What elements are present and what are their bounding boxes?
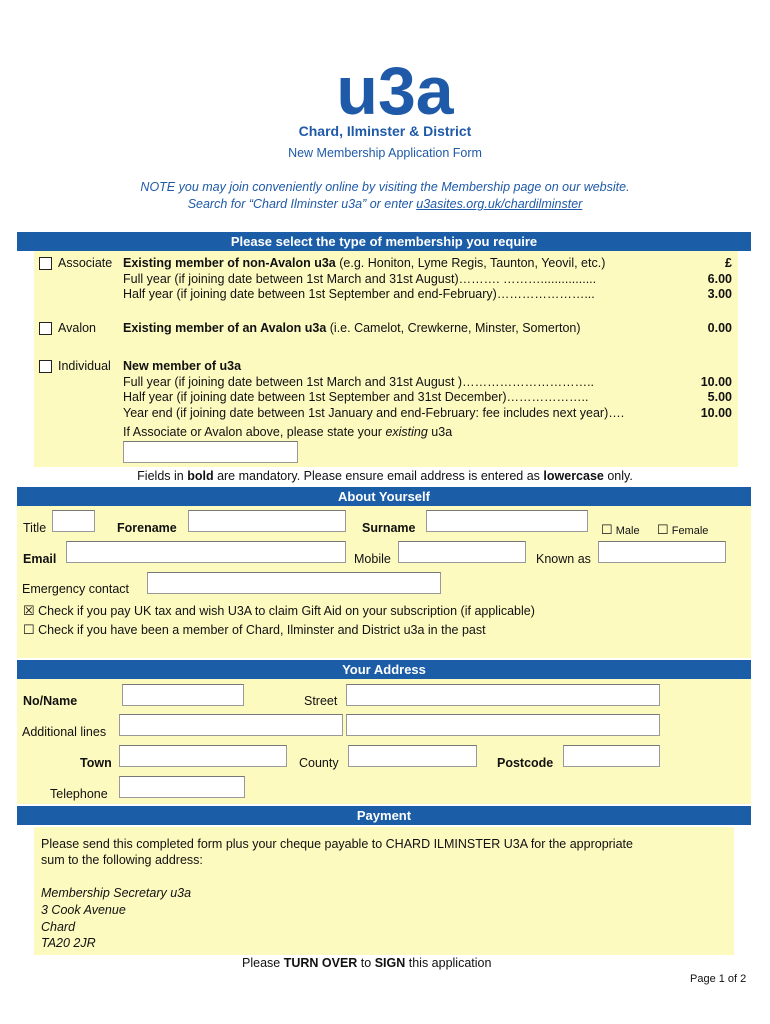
emergency-contact-label: Emergency contact bbox=[22, 582, 129, 596]
male-checkbox-icon: ☐ bbox=[601, 522, 613, 537]
org-name: Chard, Ilminster & District bbox=[298, 123, 472, 139]
u3a-logo bbox=[310, 60, 480, 124]
existing-prompt-post: u3a bbox=[427, 425, 453, 439]
turn-p3: this application bbox=[405, 956, 492, 970]
male-option[interactable] bbox=[601, 522, 640, 539]
associate-half-year: Half year (if joining date between 1st September and end-February)…………………... bbox=[123, 287, 595, 301]
town-input[interactable] bbox=[119, 745, 287, 767]
fields-note-p3: only. bbox=[603, 469, 633, 483]
female-checkbox-icon: ☐ bbox=[657, 522, 669, 537]
existing-prompt-em: existing bbox=[385, 425, 428, 439]
avalon-label: Avalon bbox=[58, 321, 96, 335]
no-name-label: No/Name bbox=[23, 694, 78, 708]
mobile-label: Mobile bbox=[354, 552, 391, 566]
turn-b1: TURN OVER bbox=[283, 956, 358, 970]
avalon-heading bbox=[123, 321, 581, 336]
street-input[interactable] bbox=[346, 684, 660, 706]
existing-u3a-input[interactable] bbox=[123, 441, 298, 463]
membership-bar: Please select the type of membership you require bbox=[17, 232, 751, 251]
county-input[interactable] bbox=[348, 745, 477, 767]
existing-prompt-pre: If Associate or Avalon above, please state your bbox=[123, 425, 386, 439]
fields-note-bold1: bold bbox=[187, 469, 214, 483]
town-label: Town bbox=[80, 756, 112, 770]
turn-b2: SIGN bbox=[374, 956, 406, 970]
existing-u3a-prompt bbox=[123, 425, 452, 440]
fields-note bbox=[0, 469, 770, 484]
fields-note-p2: are mandatory. Please ensure email address is entered as bbox=[213, 469, 544, 483]
address-line-4: TA20 2JR bbox=[41, 936, 96, 950]
male-label: Male bbox=[615, 525, 640, 537]
individual-label: Individual bbox=[58, 359, 111, 373]
past-member-checkbox-icon[interactable]: ☐ bbox=[23, 622, 35, 637]
emergency-contact-input[interactable] bbox=[147, 572, 441, 594]
individual-half-price: 5.00 bbox=[707, 390, 732, 404]
no-name-input[interactable] bbox=[122, 684, 244, 706]
postcode-input[interactable] bbox=[563, 745, 660, 767]
street-label: Street bbox=[304, 694, 338, 708]
turn-over-note bbox=[242, 956, 491, 971]
forename-label: Forename bbox=[117, 521, 177, 535]
gift-aid-text: Check if you pay UK tax and wish U3A to claim Gift Aid on your subscription (if applicable) bbox=[38, 604, 535, 618]
telephone-label: Telephone bbox=[50, 787, 108, 801]
avalon-heading-rest: (i.e. Camelot, Crewkerne, Minster, Somerton) bbox=[326, 321, 581, 335]
avalon-heading-bold: Existing member of an Avalon u3a bbox=[123, 321, 327, 335]
telephone-input[interactable] bbox=[119, 776, 245, 798]
forename-input[interactable] bbox=[188, 510, 346, 532]
fields-note-bold2: lowercase bbox=[543, 469, 604, 483]
associate-heading-rest: (e.g. Honiton, Lyme Regis, Taunton, Yeovil, etc.) bbox=[335, 256, 606, 270]
note-line-1: NOTE you may join conveniently online by visiting the Membership page on our website. bbox=[140, 180, 630, 194]
payment-bar: Payment bbox=[17, 806, 751, 825]
individual-year-end: Year end (if joining date between 1st January and end-February: fee includes next year)…. bbox=[123, 406, 625, 420]
individual-checkbox[interactable] bbox=[39, 360, 52, 373]
fields-note-p1: Fields in bbox=[137, 469, 188, 483]
avalon-price: 0.00 bbox=[707, 321, 732, 335]
female-option[interactable] bbox=[657, 522, 708, 539]
surname-input[interactable] bbox=[426, 510, 588, 532]
about-bar: About Yourself bbox=[17, 487, 751, 506]
individual-full-year: Full year (if joining date between 1st March and 31st August )………………………….. bbox=[123, 375, 595, 389]
gift-aid-row[interactable] bbox=[23, 603, 535, 619]
title-label: Title bbox=[23, 521, 47, 535]
known-as-input[interactable] bbox=[598, 541, 726, 563]
associate-checkbox[interactable] bbox=[39, 257, 52, 270]
logo-text: u3a bbox=[336, 60, 454, 124]
associate-heading bbox=[123, 256, 605, 271]
website-link[interactable]: u3asites.org.uk/chardilminster bbox=[416, 197, 583, 211]
additional-line-1-input[interactable] bbox=[119, 714, 343, 736]
note-line-2 bbox=[0, 197, 770, 211]
individual-half-year: Half year (if joining date between 1st September and 31st December)……………….. bbox=[123, 390, 589, 404]
known-as-label: Known as bbox=[536, 552, 591, 566]
page-number: Page 1 of 2 bbox=[690, 973, 747, 985]
individual-full-price: 10.00 bbox=[700, 375, 732, 389]
address-line-2: 3 Cook Avenue bbox=[41, 903, 126, 917]
past-member-row[interactable] bbox=[23, 622, 486, 638]
note-prefix: Search for “Chard Ilminster u3a” or enter bbox=[187, 197, 417, 211]
associate-half-price: 3.00 bbox=[707, 287, 732, 301]
email-label: Email bbox=[23, 552, 57, 566]
associate-heading-bold: Existing member of non-Avalon u3a bbox=[123, 256, 336, 270]
surname-label: Surname bbox=[362, 521, 416, 535]
form-title: New Membership Application Form bbox=[288, 146, 482, 160]
associate-full-price: 6.00 bbox=[707, 272, 732, 286]
associate-full-year: Full year (if joining date between 1st March and 31st August)………. ………................ bbox=[123, 272, 597, 286]
individual-year-end-price: 10.00 bbox=[700, 406, 732, 420]
address-line-3: Chard bbox=[41, 920, 76, 934]
county-label: County bbox=[299, 756, 339, 770]
turn-p2: to bbox=[357, 956, 375, 970]
associate-label: Associate bbox=[58, 256, 113, 270]
female-label: Female bbox=[671, 525, 709, 537]
email-input[interactable] bbox=[66, 541, 346, 563]
currency-symbol: £ bbox=[725, 256, 732, 270]
address-bar: Your Address bbox=[17, 660, 751, 679]
individual-heading: New member of u3a bbox=[123, 359, 242, 373]
turn-p1: Please bbox=[242, 956, 284, 970]
title-input[interactable] bbox=[52, 510, 95, 532]
additional-lines-label: Additional lines bbox=[22, 725, 107, 739]
payment-instructions-2: sum to the following address: bbox=[41, 853, 203, 867]
avalon-checkbox[interactable] bbox=[39, 322, 52, 335]
payment-instructions-1: Please send this completed form plus your cheque payable to CHARD ILMINSTER U3A for the appropriate bbox=[41, 837, 633, 851]
additional-line-2-input[interactable] bbox=[346, 714, 660, 736]
address-line-1: Membership Secretary u3a bbox=[41, 886, 192, 900]
postcode-label: Postcode bbox=[497, 756, 554, 770]
mobile-input[interactable] bbox=[398, 541, 526, 563]
past-member-text: Check if you have been a member of Chard, Ilminster and District u3a in the past bbox=[38, 623, 486, 637]
gift-aid-checkbox-icon[interactable]: ☒ bbox=[23, 603, 35, 618]
